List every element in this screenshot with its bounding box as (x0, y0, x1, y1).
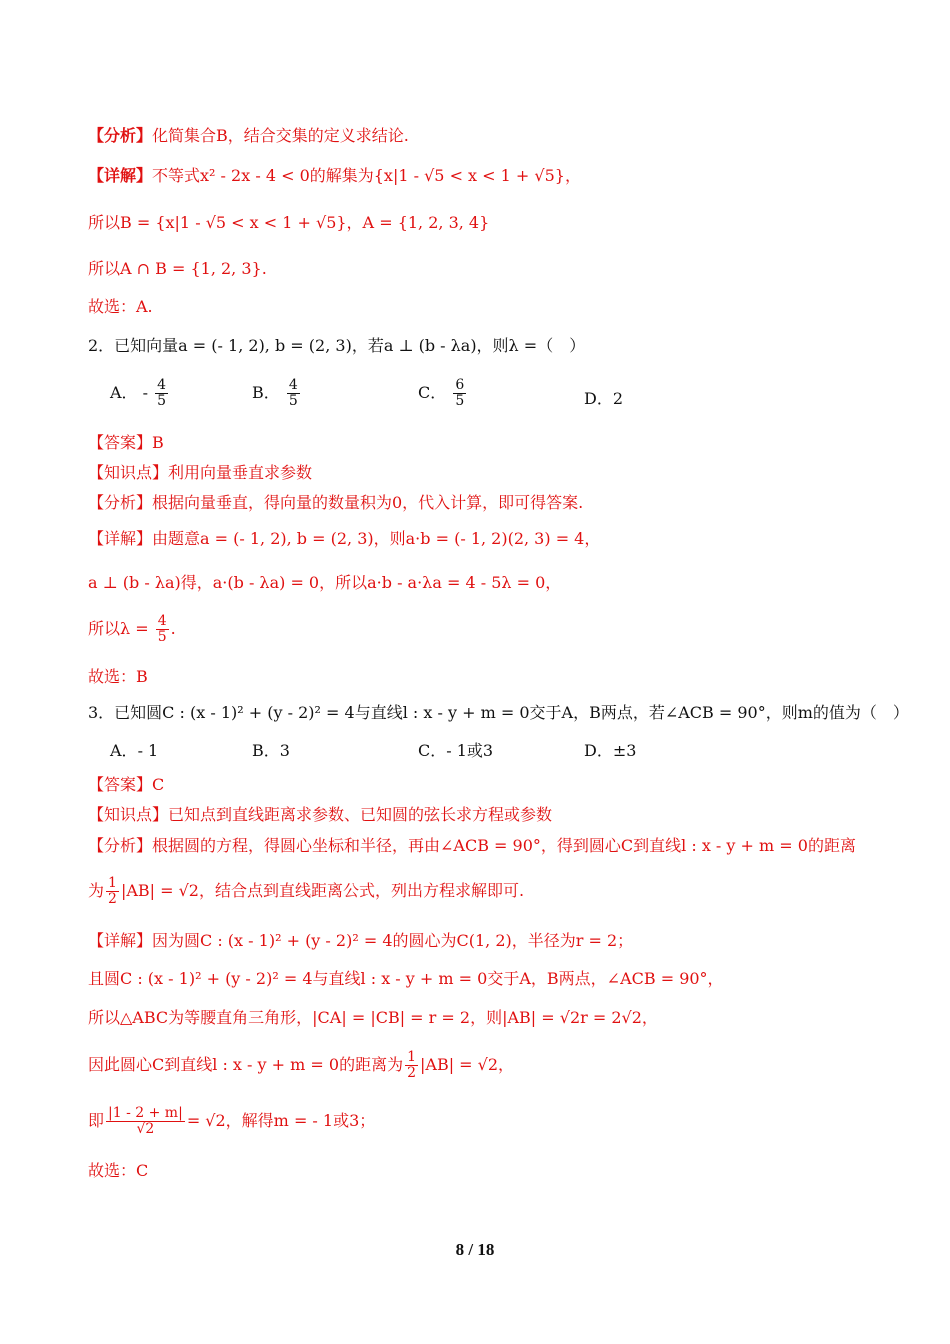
q2-detail-line3: 所以λ = $\frac{4}{5}$ . (88, 613, 176, 645)
q1-detail-line2: 所以B = {x|1 - √5 < x < 1 + √5}，A = {1, 2, 3, 4} (88, 213, 490, 232)
q3-option-a: A．- 1 (110, 741, 159, 760)
q2-option-b: B． $\frac{4}{5}$ (252, 377, 298, 409)
fraction: $\frac{1}{2}$ (407, 1049, 416, 1081)
q2-option-c: C． $\frac{6}{5}$ (418, 377, 465, 409)
q2-knowledge: 【知识点】利用向量垂直求参数 (88, 463, 313, 482)
detail-tag: 【详解】 (88, 166, 153, 185)
q1-detail-line3: 所以A ∩ B = {1, 2, 3}. (88, 259, 267, 278)
fraction: $\frac{4}{5}$ (288, 377, 298, 409)
fraction: $\frac{6}{5}$ (455, 377, 465, 409)
q3-detail-line1: 【详解】因为圆C : (x - 1)² + (y - 2)² = 4的圆心为C(1, 2)，半径为r = 2； (88, 931, 634, 950)
q3-knowledge: 【知识点】已知点到直线距离求参数、已知圆的弦长求方程或参数 (88, 805, 553, 824)
fraction: $\frac{1}{2}$ (108, 875, 117, 907)
q2-option-d: D．2 (584, 389, 624, 408)
q3-option-c: C．- 1或3 (418, 741, 494, 760)
analysis-tag: 【分析】 (88, 126, 153, 145)
q3-detail-line5: 即 $\frac{|1 - 2 + m|}{√2}$ = √2，解得m = - 1或3； (88, 1105, 376, 1137)
q3-detail-line4: 因此圆心C到直线l : x - y + m = 0的距离为 $\frac{1}{2}$ |AB| = √2， (88, 1049, 515, 1081)
page-number: 8 / 18 (455, 1240, 495, 1259)
q3-stem: 3．已知圆C : (x - 1)² + (y - 2)² = 4与直线l : x - y + m = 0交于A，B两点，若∠ACB = 90°，则m的值为（ ） (88, 703, 909, 722)
q2-detail-line2: a ⊥ (b - λa)得，a·(b - λa) = 0，所以a·b - a·λa = 4 - 5λ = 0， (88, 573, 562, 592)
q1-analysis (88, 125, 409, 147)
q2-stem: 2．已知向量a = (- 1, 2), b = (2, 3)，若a ⊥ (b - λa)，则λ =（ ） (88, 336, 586, 355)
q2-option-a: A． - $\frac{4}{5}$ (110, 377, 167, 409)
detail-text: 不等式x² - 2x - 4 < 0的解集为{x|1 - √5 < x < 1 + √5}， (152, 166, 581, 185)
q2-detail-line1: 【详解】由题意a = (- 1, 2), b = (2, 3)，则a·b = (- 1, 2)(2, 3) = 4， (88, 529, 601, 548)
q1-detail (88, 165, 581, 187)
q3-detail-line3: 所以△ABC为等腰直角三角形，|CA| = |CB| = r = 2，则|AB| = √2r = 2√2， (88, 1008, 658, 1027)
q3-option-d: D．±3 (584, 741, 637, 760)
q3-analysis-line2: 为 $\frac{1}{2}$ |AB| = √2，结合点到直线距离公式，列出方程求解即可. (88, 875, 525, 907)
q3-answer: 【答案】C (88, 775, 165, 794)
q3-analysis-line1: 【分析】根据圆的方程，得圆心坐标和半径，再由∠ACB = 90°，得到圆心C到直线l : x - y + m = 0的距离 (88, 836, 856, 855)
q3-choice: 故选：C (88, 1161, 149, 1180)
q2-analysis: 【分析】根据向量垂直，得向量的数量积为0，代入计算，即可得答案. (88, 493, 584, 512)
fraction: $\frac{|1 - 2 + m|}{√2}$ (108, 1105, 183, 1137)
q2-choice: 故选：B (88, 667, 148, 686)
q3-detail-line2: 且圆C : (x - 1)² + (y - 2)² = 4与直线l : x - y + m = 0交于A，B两点，∠ACB = 90°， (88, 969, 724, 988)
q2-answer: 【答案】B (88, 433, 164, 452)
q3-option-b: B．3 (252, 741, 290, 760)
q1-choice: 故选：A. (88, 297, 153, 316)
fraction: $\frac{4}{5}$ (157, 613, 167, 645)
analysis-text: 化简集合B，结合交集的定义求结论. (152, 126, 409, 145)
fraction: $\frac{4}{5}$ (157, 377, 167, 409)
